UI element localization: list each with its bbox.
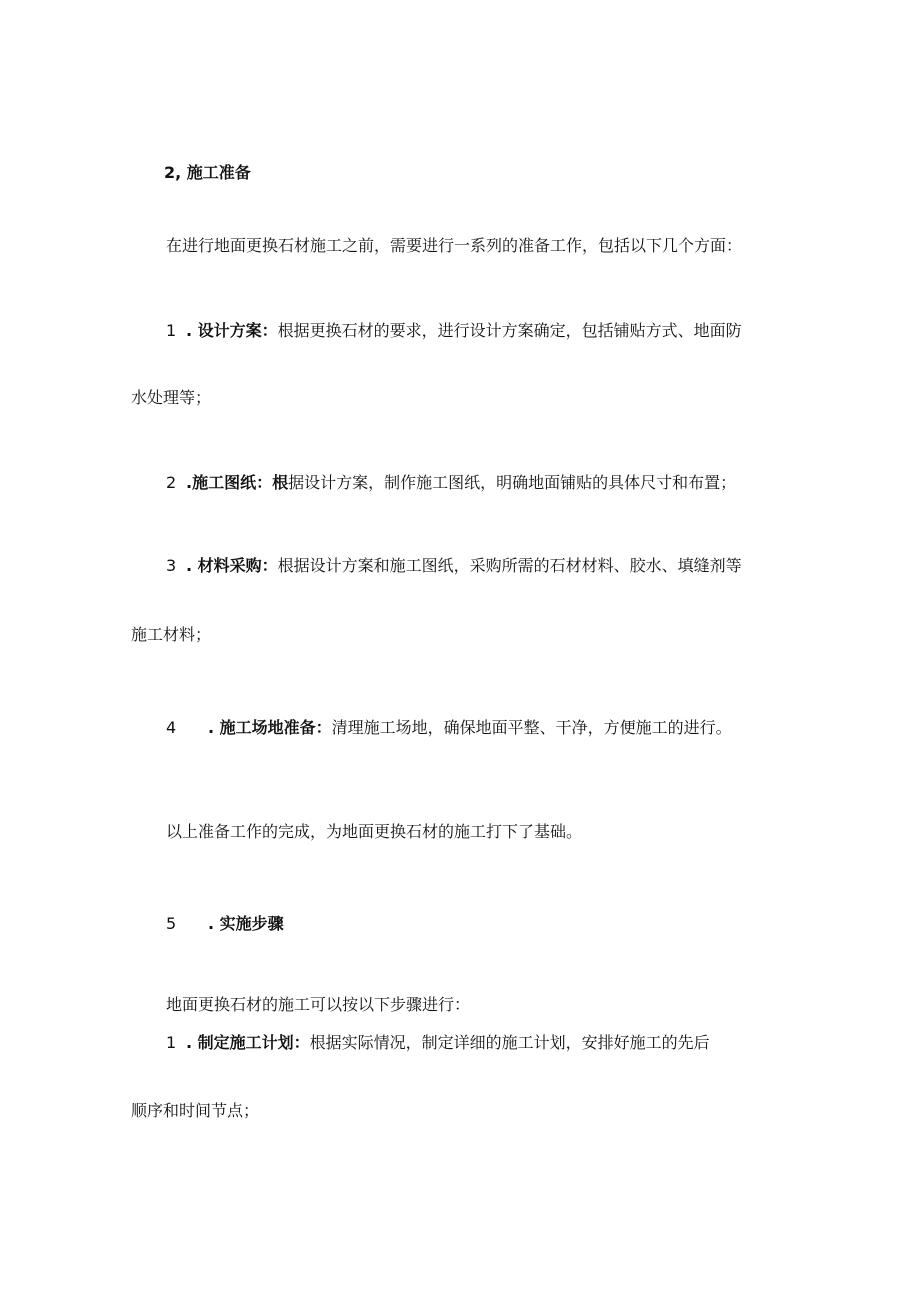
prep-item-site <box>166 717 732 739</box>
item-label: .施工图纸：根 <box>186 473 289 492</box>
prep-item-materials <box>166 555 742 577</box>
item-label: . 材料采购： <box>186 556 278 575</box>
prep-item-drawings <box>166 472 736 494</box>
item-number: 1 <box>166 1033 177 1052</box>
section-title: . 实施步骤 <box>208 914 284 933</box>
item-text: 清理施工场地，确保地面平整、干净，方便施工的进行。 <box>331 718 732 737</box>
prep-item-design <box>166 320 742 342</box>
section-5-intro: 地面更换石材的施工可以按以下步骤进行： <box>166 995 471 1014</box>
item-number: 4 <box>166 718 177 737</box>
prep-item-materials-cont: 施工材料； <box>131 625 212 644</box>
section-number: 5 <box>166 914 177 933</box>
step-item-plan <box>166 1032 710 1054</box>
item-label: . 设计方案： <box>186 321 278 340</box>
item-number: 2 <box>166 473 177 492</box>
section-5-heading <box>166 913 284 935</box>
item-text: 根据更换石材的要求，进行设计方案确定，包括铺贴方式、地面防 <box>277 321 742 340</box>
item-number: 1 <box>166 321 177 340</box>
step-item-plan-cont: 顺序和时间节点； <box>131 1101 260 1120</box>
item-text: 根据实际情况，制定详细的施工计划，安排好施工的先后 <box>309 1033 710 1052</box>
item-text: 根据设计方案和施工图纸，采购所需的石材材料、胶水、填缝剂等 <box>277 556 742 575</box>
item-label: . 施工场地准备： <box>208 718 332 737</box>
section-2-intro: 在进行地面更换石材施工之前，需要进行一系列的准备工作，包括以下几个方面： <box>166 236 743 255</box>
item-label: . 制定施工计划： <box>186 1033 310 1052</box>
item-number: 3 <box>166 556 177 575</box>
prep-item-design-cont: 水处理等； <box>131 388 212 407</box>
section-2-heading: 2, 施工准备 <box>164 163 251 182</box>
item-text: 据设计方案，制作施工图纸，明确地面铺贴的具体尺寸和布置； <box>288 473 737 492</box>
section-2-summary: 以上准备工作的完成，为地面更换石材的施工打下了基础。 <box>166 822 583 841</box>
